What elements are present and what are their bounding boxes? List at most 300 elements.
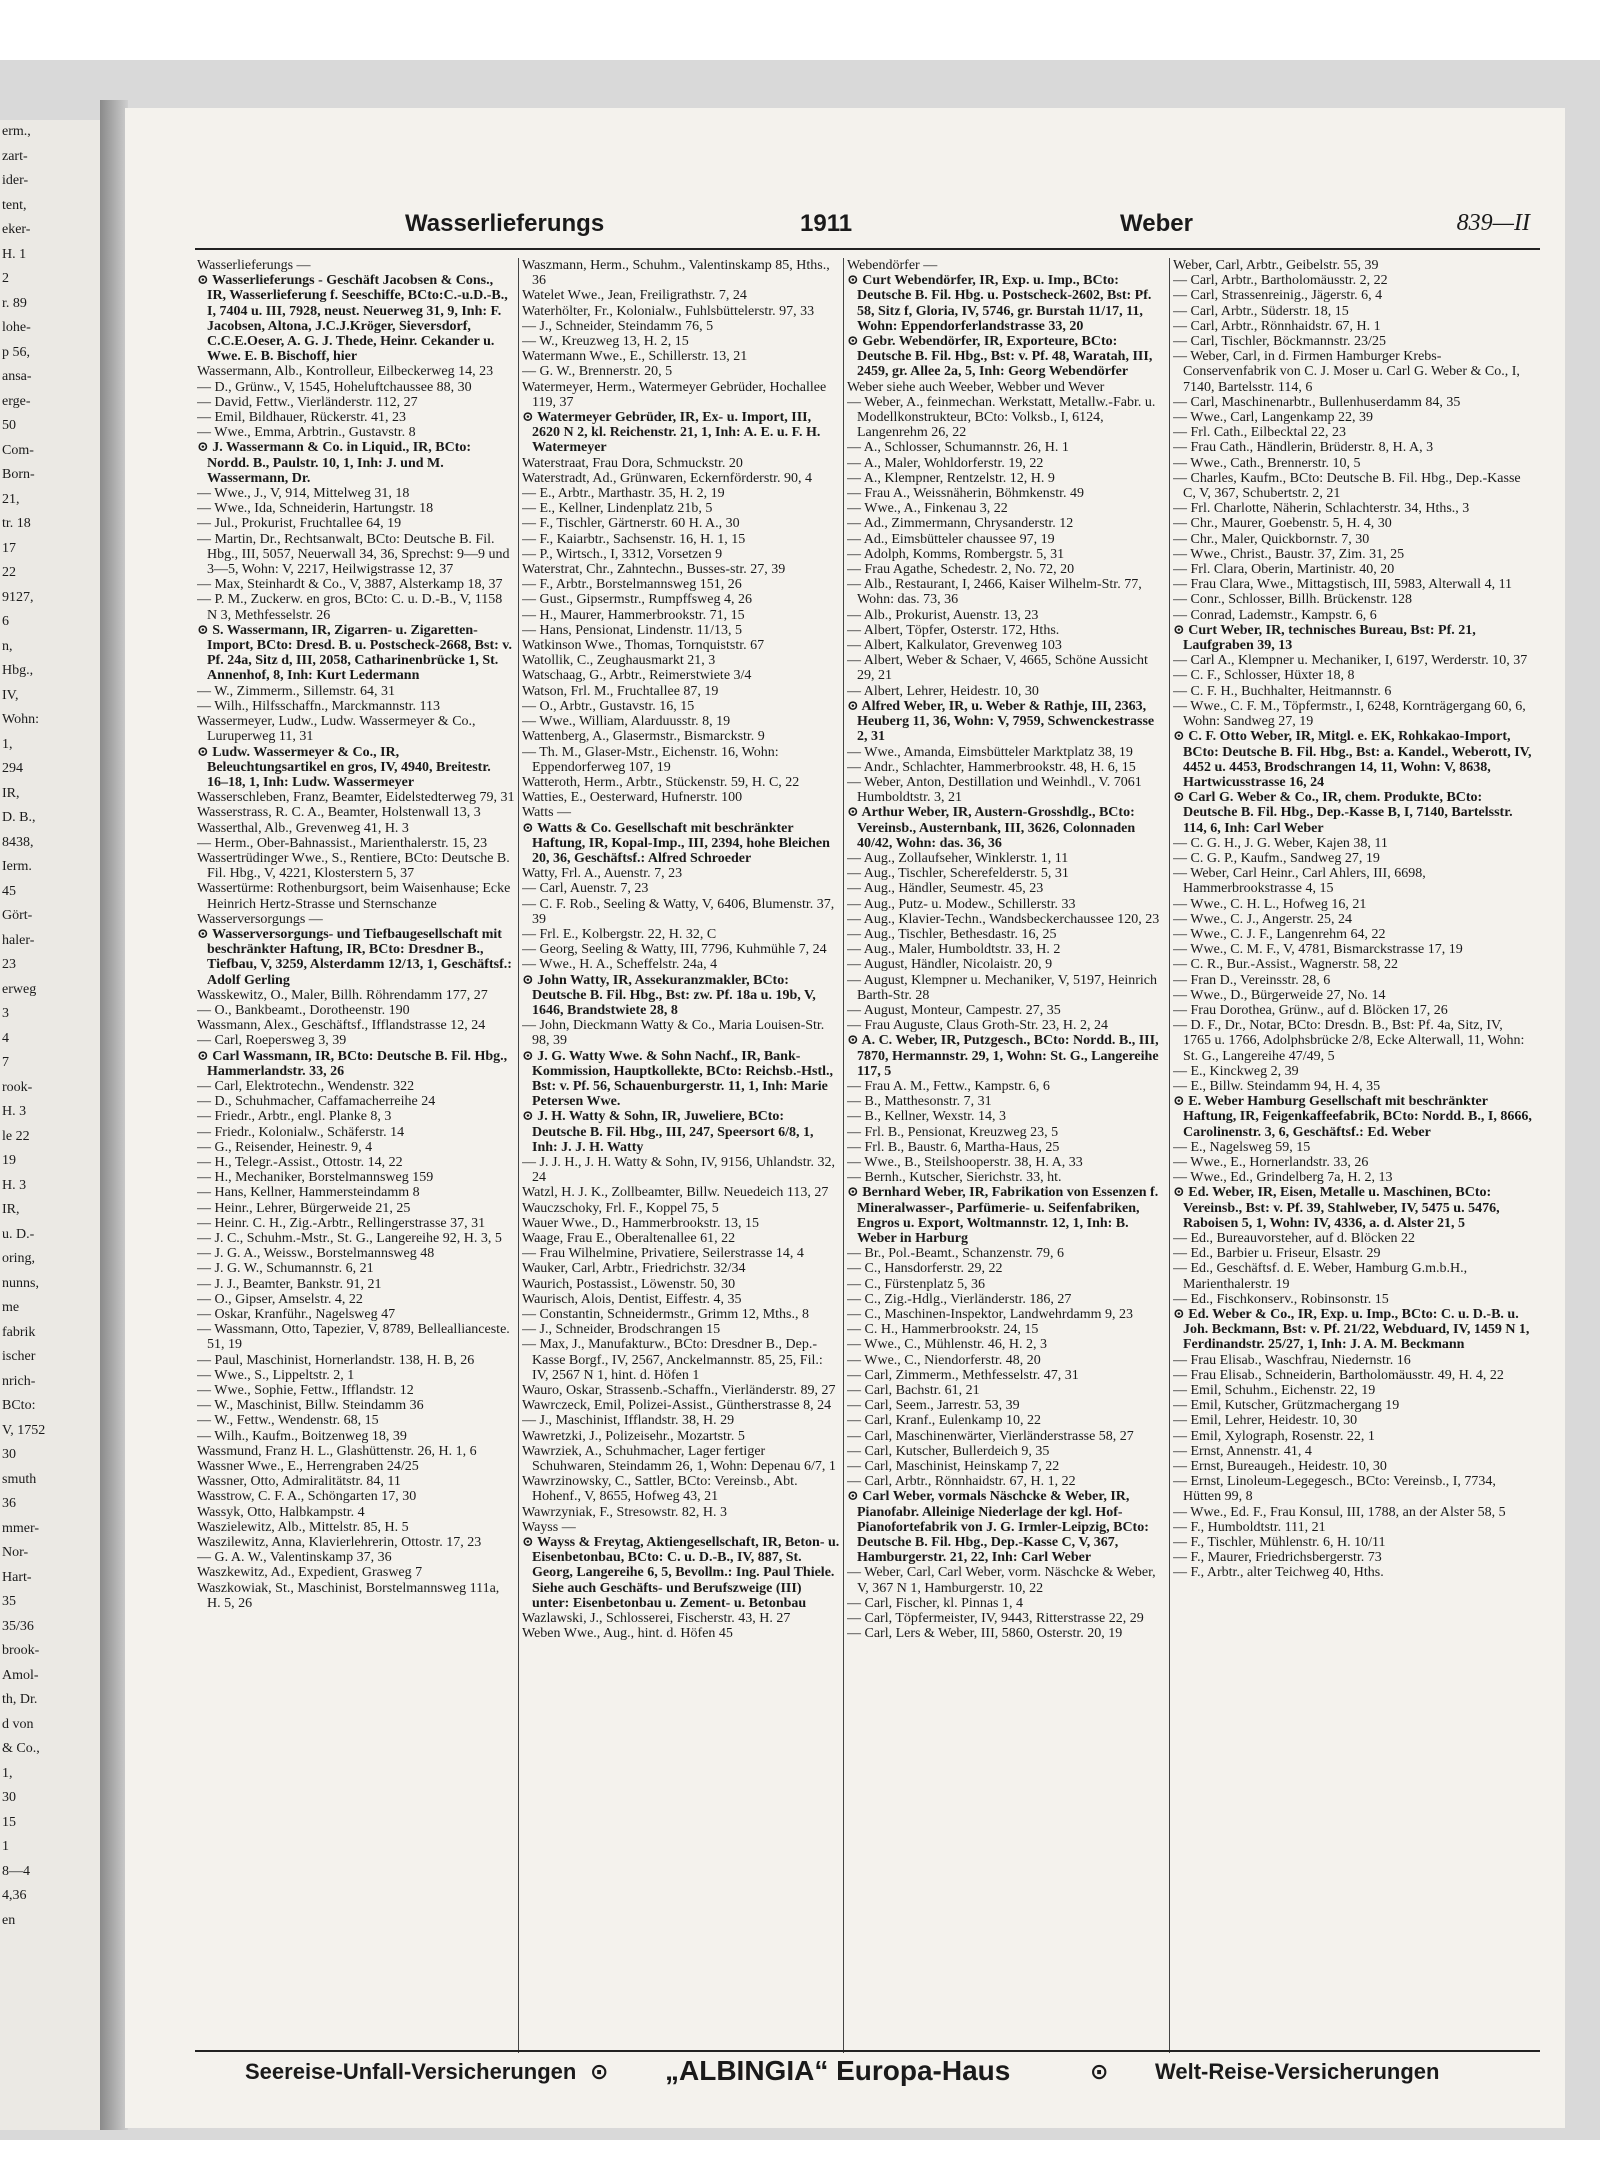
directory-entry: — W., Zimmerm., Sillemstr. 64, 31	[197, 683, 395, 699]
directory-entry: — Wwe., S., Lippeltstr. 2, 1	[197, 1367, 355, 1383]
directory-entry: — Wwe., J., V, 914, Mittelweg 31, 18	[197, 486, 410, 502]
directory-entry: Watson, Frl. M., Fruchtallee 87, 19	[522, 683, 719, 699]
facing-page-fragment: lohe-	[2, 320, 31, 335]
ad-separator: ⊙	[590, 2059, 609, 2084]
facing-page-fragment: fabrik	[2, 1324, 36, 1340]
directory-entry: — August, Händler, Nicolaistr. 20, 9	[847, 957, 1053, 973]
directory-entry: — J., Schneider, Steindamm 76, 5	[522, 318, 714, 334]
directory-entry: Waterstradt, Ad., Grünwaren, Eckernförderstr. 90, 4	[522, 470, 813, 486]
directory-entry: — C. F., Schlosser, Hüxter 18, 8	[1173, 668, 1355, 684]
directory-entry: — J. G. W., Schumannstr. 6, 21	[197, 1261, 374, 1277]
directory-entry: — A., Schlosser, Schumannstr. 26, H. 1	[847, 440, 1069, 456]
footer-rule	[195, 2050, 1540, 2052]
facing-page-fragment: Ierm.	[2, 859, 32, 874]
directory-entry: Wassmund, Franz H. L., Glashüttenstr. 26, H. 1, 6	[197, 1443, 477, 1459]
directory-entry: Waszilewitz, Anna, Klavierlehrerin, Ottostr. 17, 23	[197, 1535, 482, 1551]
directory-entry: — Alb., Restaurant, I, 2466, Kaiser Wilhelm-Str. 77, Wohn: das. 73, 36	[847, 577, 1142, 608]
directory-entry: — Carl A., Klempner u. Mechaniker, I, 6197, Werderstr. 10, 37	[1173, 653, 1528, 669]
directory-entry: — Wwe., C. H. L., Hofweg 16, 21	[1173, 896, 1367, 912]
directory-entry: — Weber, Carl Heinr., Carl Ahlers, III, 6698, Hammerbrookstrasse 4, 15	[1173, 866, 1426, 897]
directory-entry: — Aug., Zollaufseher, Winklerstr. 1, 11	[847, 850, 1069, 866]
facing-page-fragment: d von	[2, 1716, 34, 1732]
directory-entry: ⊙ Ed. Weber & Co., IR, Exp. u. Imp., BCto: C. u. D.-B. u. Joh. Beckmann, Bst: v. Pf. 21/22, Webduard, IV, 1459 N 1, Ferdinandstr. 25/27, 1, Inh: J. A. M. Beckmann	[1173, 1307, 1530, 1353]
directory-entry: Wassner, Otto, Admiralitätstr. 84, 11	[197, 1474, 401, 1490]
directory-entry: — Hans, Kellner, Hammersteindamm 8	[197, 1185, 420, 1201]
directory-entry: — Jul., Prokurist, Fruchtallee 64, 19	[197, 516, 402, 532]
directory-entry: Waterhölter, Fr., Kolonialw., Fuhlsbüttelerstr. 97, 33	[522, 303, 815, 319]
directory-entry: — W., Kreuzweg 13, H. 2, 15	[522, 334, 689, 350]
directory-entry: Watschaag, G., Arbtr., Reimerstwiete 3/4	[522, 668, 752, 684]
directory-column-1	[197, 258, 515, 2058]
directory-entry: Wassertrüdinger Wwe., S., Rentiere, BCto: Deutsche B. Fil. Hbg., V, 4221, Klosterstern 5, 37	[197, 850, 510, 882]
directory-entry: — Emil, Bildhauer, Rückerstr. 41, 23	[197, 410, 407, 426]
directory-entry: — F., Kaiarbtr., Sachsenstr. 16, H. 1, 15	[522, 531, 746, 547]
directory-entry: — Frl. B., Pensionat, Kreuzweg 23, 5	[847, 1124, 1059, 1140]
facing-page-fragment: Hbg.,	[2, 663, 34, 678]
directory-entry: — Weber, A., feinmechan. Werkstatt, Metallw.-Fabr. u. Modellkonstrukteur, BCto: Volksb., I, 6124, Langenrehm 26, 22	[847, 394, 1156, 441]
directory-entry: — Wwe., Ed., Grindelberg 7a, H. 2, 13	[1173, 1170, 1393, 1186]
directory-entry: ⊙ S. Wassermann, IR, Zigarren- u. Zigaretten-Import, BCto: Dresd. B. u. Postscheck-2668, Bst: v. Pf. 24a, Sitz d, III, 2058, Catharinenbrücke 1, St. Annenhof, 8, Inh: Kurt Ledermann	[197, 622, 513, 684]
directory-entry: — H., Maurer, Hammerbrookstr. 71, 15	[522, 607, 745, 623]
directory-entry: Waszkowiak, St., Maschinist, Borstelmannsweg 111a, H. 5, 26	[197, 1580, 500, 1611]
directory-entry: — Wwe., D., Bürgerweide 27, No. 14	[1173, 987, 1386, 1003]
facing-page-fragment: Wohn:	[2, 712, 39, 727]
directory-entry: — J., Maschinist, Ifflandstr. 38, H. 29	[522, 1413, 735, 1429]
directory-entry: — Wwe., C., Mühlenstr. 46, H. 2, 3	[847, 1337, 1048, 1353]
facing-page-fragment: 3	[2, 1006, 9, 1021]
facing-page-fragment: 9127,	[2, 589, 34, 605]
head-left-keyword: Wasserlieferungs	[405, 210, 605, 237]
directory-entry: — J. G. A., Weissw., Borstelmannsweg 48	[197, 1246, 435, 1262]
facing-page-fragment: 22	[2, 565, 16, 580]
directory-entry: Weber siehe auch Weeber, Webber und Wever	[847, 379, 1105, 395]
facing-page-fragment: 35	[2, 1594, 16, 1609]
directory-entry: Wawrczeck, Emil, Polizei-Assist., Güntherstrasse 8, 24	[522, 1398, 832, 1414]
directory-entry: — A., Klempner, Rentzelstr. 12, H. 9	[847, 470, 1055, 486]
directory-entry: — F., Maurer, Friedrichsbergerstr. 73	[1173, 1550, 1382, 1566]
directory-entry: — Aug., Klavier-Techn., Wandsbeckerchaussee 120, 23	[847, 911, 1160, 927]
directory-column-3	[847, 258, 1165, 2058]
directory-entry: Watermann Wwe., E., Schillerstr. 13, 21	[522, 349, 748, 365]
directory-entry: ⊙ Wayss & Freytag, Aktiengesellschaft, IR, Beton- u. Eisenbetonbau, BCto: C. u. D.-B., IV, 887, St. Georg, Langereihe 6, 5, Bevollm.: Ing. Paul Thiele. Siehe auch Geschäfts- und Berufszweige (III) unter: Eisenbetonbau u. Zement- u. Betonbau	[522, 1535, 840, 1611]
facing-page-fragment: smuth	[2, 1471, 37, 1487]
facing-page-fragment: nunns,	[2, 1275, 39, 1291]
directory-entry: — Heinr. C. H., Zig.-Arbtr., Rellingerstrasse 37, 31	[197, 1215, 486, 1231]
facing-page-fragment: me	[2, 1300, 20, 1315]
directory-entry: Watty, Frl. A., Auenstr. 7, 23	[522, 866, 683, 882]
directory-entry: — Friedr., Arbtr., engl. Planke 8, 3	[197, 1109, 392, 1125]
directory-entry: — A., Maler, Wohldorferstr. 19, 22	[847, 455, 1044, 471]
directory-entry: — August, Monteur, Campestr. 27, 35	[847, 1002, 1061, 1018]
facing-page-fragment: en	[2, 1912, 16, 1928]
directory-entry: — Adolph, Komms, Rombergstr. 5, 31	[847, 546, 1065, 562]
directory-entry: — Frau Cath., Händlerin, Brüderstr. 8, H. A, 3	[1173, 440, 1434, 456]
directory-entry: — Wwe., H. A., Scheffelstr. 24a, 4	[522, 957, 718, 973]
head-right-keyword: Weber	[1120, 210, 1193, 237]
directory-entry: — C. R., Bur.-Assist., Wagnerstr. 58, 22	[1173, 957, 1398, 973]
directory-entry: — F., Arbtr., alter Teichweg 40, Hths.	[1173, 1565, 1384, 1581]
directory-entry: — Carl, Tischler, Böckmannstr. 23/25	[1173, 334, 1386, 350]
directory-entry: — E., Arbtr., Marthastr. 35, H. 2, 19	[522, 486, 725, 502]
directory-entry: — Carl, Maschinist, Heinskamp 7, 22	[847, 1459, 1060, 1475]
directory-entry: — E., Nagelsweg 59, 15	[1173, 1139, 1311, 1155]
directory-entry: Watermeyer, Herm., Watermeyer Gebrüder, Hochallee 119, 37	[522, 379, 827, 410]
facing-page-fragment: & Co.,	[2, 1741, 40, 1756]
facing-page-fragment: 45	[2, 883, 16, 899]
directory-entry: — Frl. B., Baustr. 6, Martha-Haus, 25	[847, 1139, 1060, 1155]
directory-entry: Wasskewitz, O., Maler, Billh. Röhrendamm 177, 27	[197, 987, 488, 1003]
directory-entry: — Emil, Kutscher, Grützmachergang 19	[1173, 1398, 1400, 1414]
directory-entry: Waszkewitz, Ad., Expedient, Grasweg 7	[197, 1565, 423, 1581]
directory-entry: Wasstrow, C. F. A., Schöngarten 17, 30	[197, 1489, 417, 1505]
directory-entry: — Carl, Töpfermeister, IV, 9443, Ritterstrasse 22, 29	[847, 1611, 1144, 1627]
directory-entry: — Carl, Bachstr. 61, 21	[847, 1383, 980, 1399]
directory-entry: Wasserlieferungs —	[197, 258, 311, 273]
directory-entry: ⊙ Wasserlieferungs - Geschäft Jacobsen & Cons., IR, Wasserlieferung f. Seeschiffe, BCto:C.-u.D.-B., I, 7404 u. III, 7928, neust. Neuerweg 31, 9, Inh: F. Jacobsen, Altona, J.C.J.Kröger, Sieversdorf, C.C.E.Oeser, A. G. J. Thede, Heinr. Cekander u. Wwe. E. B. Bischoff, hier	[197, 273, 508, 365]
directory-entry: Wassertürme: Rothenburgsort, beim Waisenhause; Ecke Heinrich Hertz-Strasse und Sternschanze	[197, 881, 511, 912]
directory-entry: — P., Wirtsch., I, 3312, Vorsetzen 9	[522, 546, 723, 562]
facing-page-fragment: 294	[2, 761, 23, 776]
directory-entry: — C. G. H., J. G. Weber, Kajen 38, 11	[1173, 835, 1388, 851]
directory-entry: — Ed., Barbier u. Friseur, Elsastr. 29	[1173, 1246, 1381, 1262]
directory-entry: Wazlawski, J., Schlosserei, Fischerstr. 43, H. 27	[522, 1611, 791, 1627]
directory-entry: — Conr., Schlosser, Billh. Brückenstr. 128	[1173, 592, 1412, 608]
directory-entry: — Weber, Anton, Destillation und Weinhdl., V. 7061 Humboldtstr. 3, 21	[847, 774, 1142, 806]
directory-entry: — August, Klempner u. Mechaniker, V, 5197, Heinrich Barth-Str. 28	[847, 972, 1157, 1003]
facing-page-fragment: th, Dr.	[2, 1692, 38, 1707]
directory-entry: Wauker, Carl, Arbtr., Friedrichstr. 32/34	[522, 1261, 746, 1277]
directory-entry: Weben Wwe., Aug., hint. d. Höfen 45	[522, 1626, 733, 1642]
directory-entry: — J. C., Schuhm.-Mstr., St. G., Langereihe 92, H. 3, 5	[197, 1231, 502, 1246]
directory-entry: — O., Gipser, Amselstr. 4, 22	[197, 1291, 363, 1307]
directory-entry: — C., Fürstenplatz 5, 36	[847, 1276, 986, 1292]
facing-page-fragment: zart-	[2, 148, 28, 164]
directory-entry: — G. A. W., Valentinskamp 37, 36	[197, 1550, 392, 1566]
directory-entry: Waszmann, Herm., Schuhm., Valentinskamp 85, Hths., 36	[522, 258, 830, 289]
directory-entry: — Wwe., Amanda, Eimsbütteler Marktplatz 38, 19	[847, 744, 1133, 760]
directory-entry: — D. F., Dr., Notar, BCto: Dresdn. B., Bst: Pf. 4a, Sitz, IV, 1765 u. 1766, Adolphsbrücke 2/8, Ecke Alterwall, 11, Wohn: St. G., Langereihe 47/49, 5	[1173, 1018, 1525, 1064]
facing-page-fragment: tent,	[2, 197, 27, 213]
directory-entry: — Alb., Prokurist, Auenstr. 13, 23	[847, 607, 1039, 623]
directory-entry: — W., Fettw., Wendenstr. 68, 15	[197, 1413, 379, 1429]
facing-page-fragment: erm.,	[2, 124, 31, 139]
directory-entry: ⊙ Watts & Co. Gesellschaft mit beschränkter Haftung, IR, Kopal-Imp., III, 2394, hohe Bleichen 20, 36, Geschäftsf.: Alfred Schroeder	[522, 820, 830, 866]
directory-entry: — Wilh., Kaufm., Boitzenweg 18, 39	[197, 1428, 407, 1444]
directory-entry: Wauro, Oskar, Strassenb.-Schaffn., Vierländerstr. 89, 27	[522, 1383, 836, 1399]
facing-page-fragment: 7	[2, 1055, 9, 1070]
directory-entry: ⊙ Ed. Weber, IR, Eisen, Metalle u. Maschinen, BCto: Vereinsb., Bst: v. Pf. 39, Stahlweber, IV, 5475 u. 5476, Raboisen 5, 1, Wohn: IV, 4336, a. d. Alster 21, 5	[1173, 1185, 1500, 1231]
directory-entry: — J. J. H., J. H. Watty & Sohn, IV, 9156, Uhlandstr. 32, 24	[522, 1154, 835, 1186]
facing-page-fragment: V, 1752	[2, 1422, 46, 1438]
directory-entry: — Wwe., Cath., Brennerstr. 10, 5	[1173, 455, 1361, 471]
directory-entry: — J. J., Beamter, Bankstr. 91, 21	[197, 1276, 382, 1292]
page-number: 839—II	[1456, 210, 1530, 236]
facing-page-fragment: 36	[2, 1496, 16, 1511]
directory-entry: Wasserschleben, Franz, Beamter, Eidelstedterweg 79, 31	[197, 790, 515, 806]
directory-entry: Wasserthal, Alb., Grevenweg 41, H. 3	[197, 820, 409, 836]
directory-entry: — Wwe., C., Niendorferstr. 48, 20	[847, 1352, 1041, 1368]
directory-entry: Wassermeyer, Ludw., Ludw. Wassermeyer & Co., Luruperweg 11, 31	[197, 714, 476, 745]
directory-entry: — C., Hansdorferstr. 29, 22	[847, 1261, 1003, 1277]
directory-entry: — Weber, Carl, Carl Weber, vorm. Näschcke & Weber, V, 367 N 1, Hamburgerstr. 10, 22	[847, 1565, 1156, 1596]
directory-entry: — Aug., Maler, Humboldtstr. 33, H. 2	[847, 942, 1061, 958]
facing-page-fragment: Hart-	[2, 1569, 32, 1585]
facing-page-fragment: 4,36	[2, 1888, 27, 1903]
directory-entry: — Wwe., C. J., Angerstr. 25, 24	[1173, 911, 1353, 927]
directory-entry: — Andr., Schlachter, Hammerbrookstr. 48, H. 6, 15	[847, 759, 1136, 775]
directory-entry: — Wwe., Sophie, Fettw., Ifflandstr. 12	[197, 1383, 414, 1399]
directory-entry: — Frl. Clara, Oberin, Martinistr. 40, 20	[1173, 562, 1395, 578]
directory-entry: — Aug., Tischler, Bethesdastr. 16, 25	[847, 926, 1057, 942]
directory-entry: — Carl, Arbtr., Süderstr. 18, 15	[1173, 303, 1349, 319]
directory-entry: Wauer Wwe., D., Hammerbrookstr. 13, 15	[522, 1215, 759, 1231]
directory-entry: — Constantin, Schneidermstr., Grimm 12, Mths., 8	[522, 1307, 809, 1323]
directory-entry: Wattenberg, A., Glasermstr., Bismarckstr. 9	[522, 729, 765, 745]
directory-entry: Wayss —	[522, 1519, 576, 1535]
directory-entry: Wassyk, Otto, Halbkampstr. 4	[197, 1504, 365, 1520]
directory-entry: — Carl, Kranf., Eulenkamp 10, 22	[847, 1413, 1042, 1429]
directory-entry: — Carl, Maschinenwärter, Vierländerstrasse 58, 27	[847, 1428, 1134, 1444]
directory-entry: — Albert, Kalkulator, Grevenweg 103	[847, 638, 1062, 654]
directory-entry: Waurich, Postassist., Löwenstr. 50, 30	[522, 1276, 736, 1292]
directory-entry: Watteroth, Herm., Arbtr., Stückenstr. 59, H. C, 22	[522, 774, 800, 790]
directory-entry: ⊙ Carl Wassmann, IR, BCto: Deutsche B. Fil. Hbg., Hammerlandstr. 33, 26	[197, 1048, 508, 1079]
directory-entry: Wasserstrass, R. C. A., Beamter, Holstenwall 13, 3	[197, 805, 481, 821]
directory-entry: — E., Kellner, Lindenplatz 21b, 5	[522, 501, 713, 517]
directory-entry: — Friedr., Kolonialw., Schäferstr. 14	[197, 1124, 405, 1140]
directory-column-4	[1173, 258, 1533, 2058]
directory-entry: — Bernh., Kutscher, Sierichstr. 33, ht.	[847, 1170, 1062, 1186]
facing-page-fragment: 21,	[2, 491, 20, 507]
directory-entry: Watkinson Wwe., Thomas, Tornquiststr. 67	[522, 638, 765, 654]
directory-entry: — Aug., Putz- u. Modew., Schillerstr. 33	[847, 896, 1076, 912]
directory-entry: — F., Tischler, Mühlenstr. 6, H. 10/11	[1173, 1535, 1386, 1551]
facing-page-fragment: IV,	[2, 687, 19, 703]
directory-entry: ⊙ Carl Weber, vormals Näschcke & Weber, IR, Pianofabr. Alleinige Niederlage der kgl. Hof-Pianofortefabrik von J. G. Irmler-Leipzig, BCto: Deutsche B. Fil. Hbg., Dep.-Kasse C, V, 367, Hamburgerstr. 21, 22, Inh: Carl Weber	[847, 1489, 1149, 1566]
directory-entry: — Ed., Bureauvorsteher, auf d. Blöcken 22	[1173, 1231, 1416, 1246]
facing-page-fragment: 50	[2, 418, 16, 433]
directory-entry: Watzl, H. J. K., Zollbeamter, Billw. Neuedeich 113, 27	[522, 1185, 829, 1201]
directory-entry: — Albert, Lehrer, Heidestr. 10, 30	[847, 683, 1039, 699]
facing-page-fragment: Nor-	[2, 1545, 29, 1560]
directory-entry: — Wwe., Emma, Arbtrin., Gustavstr. 8	[197, 425, 416, 441]
directory-entry: — Carl, Zimmerm., Methfesselstr. 47, 31	[847, 1367, 1079, 1383]
directory-entry: — Ed., Geschäftsf. d. E. Weber, Hamburg G.m.b.H., Marienthalerstr. 19	[1173, 1261, 1468, 1292]
directory-entry: — P. M., Zuckerw. en gros, BCto: C. u. D.-B., V, 1158 N 3, Methfesselstr. 26	[197, 592, 503, 623]
directory-entry: — Carl, Elektrotechn., Wendenstr. 322	[197, 1078, 415, 1094]
directory-entry: ⊙ Bernhard Weber, IR, Fabrikation von Essenzen f. Mineralwasser-, Parfümerie- u. Seifenfabriken, Engros u. Export, Woltmannstr. 12, 1, Inh: B. Weber in Harburg	[847, 1185, 1159, 1246]
directory-entry: Watties, E., Oesterward, Hufnerstr. 100	[522, 790, 743, 806]
directory-entry: Wawrziek, A., Schuhmacher, Lager fertiger Schuhwaren, Steindamm 26, 1, Wohn: Depenau 6/7, 1	[522, 1443, 836, 1475]
directory-entry: — Ernst, Bureaugeh., Heidestr. 10, 30	[1173, 1459, 1387, 1475]
directory-entry: — Frl. Charlotte, Näherin, Schlachterstr. 34, Hths., 3	[1173, 501, 1470, 517]
directory-entry: Wawrzyniak, F., Stresowstr. 82, H. 3	[522, 1504, 728, 1520]
directory-entry: — Wilh., Hilfsschaffn., Marckmannstr. 113	[197, 698, 440, 714]
directory-entry: — Br., Pol.-Beamt., Schanzenstr. 79, 6	[847, 1246, 1064, 1262]
facing-page-fragment: 6	[2, 614, 9, 629]
facing-page-fragment: 4	[2, 1030, 9, 1046]
directory-entry: — Frl. Cath., Eilbecktal 22, 23	[1173, 425, 1347, 441]
facing-page-fragment: H. 3	[2, 1177, 27, 1193]
facing-page-edge	[0, 120, 100, 2130]
directory-entry: — Carl, Arbtr., Rönnhaidstr. 67, H. 1	[1173, 318, 1381, 334]
directory-entry: — Albert, Töpfer, Osterstr. 172, Hths.	[847, 622, 1060, 638]
directory-entry: ⊙ J. Wassermann & Co. in Liquid., IR, BCto: Nordd. B., Paulstr. 10, 1, Inh: J. und M. Wassermann, Dr.	[197, 440, 472, 486]
facing-page-fragment: Amol-	[2, 1667, 39, 1683]
directory-entry: — Wwe., Ed. F., Frau Konsul, III, 1788, an der Alster 58, 5	[1173, 1504, 1506, 1520]
directory-entry: ⊙ J. H. Watty & Sohn, IR, Juweliere, BCto: Deutsche B. Fil. Hbg., III, 247, Speersort 6/8, 1, Inh: J. J. H. Watty	[522, 1109, 814, 1155]
directory-entry: Wawretzki, J., Polizeisehr., Mozartstr. 5	[522, 1428, 745, 1444]
directory-entry: — Chr., Maurer, Goebenstr. 5, H. 4, 30	[1173, 516, 1392, 532]
directory-entry: — C. F. H., Buchhalter, Heitmannstr. 6	[1173, 683, 1392, 699]
directory-entry: — Max, Steinhardt & Co., V, 3887, Alsterkamp 18, 37	[197, 577, 503, 593]
directory-entry: — Martin, Dr., Rechtsanwalt, BCto: Deutsche B. Fil. Hbg., III, 5057, Neuerwall 34, 36, Sprechst: 9—9 und 3—5, Wohn: V, 2217, Heilwigstrasse 12, 37	[197, 531, 510, 578]
binding-gutter	[100, 100, 128, 2130]
directory-entry: — G., Reisender, Heinestr. 9, 4	[197, 1139, 373, 1155]
directory-entry: — Conrad, Lademstr., Kampstr. 6, 6	[1173, 607, 1377, 623]
directory-entry: — Ad., Eimsbütteler chaussee 97, 19	[847, 531, 1055, 547]
facing-page-fragment: oring,	[2, 1251, 36, 1266]
facing-page-fragment: Gört-	[2, 908, 33, 923]
column-divider	[1169, 258, 1170, 2053]
directory-entry: — Charles, Kaufm., BCto: Deutsche B. Fil. Hbg., Dep.-Kasse C, V, 367, Schubertstr. 2, 21	[1173, 470, 1521, 502]
facing-page-fragment: 15	[2, 1814, 16, 1830]
head-year: 1911	[800, 210, 853, 237]
directory-entry: — Wwe., Ida, Schneiderin, Hartungstr. 18	[197, 501, 434, 517]
directory-entry: ⊙ Watermeyer Gebrüder, IR, Ex- u. Import, III, 2620 N 2, kl. Reichenstr. 21, 1, Inh: A. E. u. F. H. Watermeyer	[522, 410, 821, 456]
directory-entry: — F., Humboldtstr. 111, 21	[1173, 1519, 1326, 1535]
directory-entry: — O., Arbtr., Gustavstr. 16, 15	[522, 698, 695, 714]
facing-page-fragment: 2	[2, 271, 9, 286]
facing-page-fragment: 23	[2, 957, 16, 972]
facing-page-fragment: Com-	[2, 442, 34, 458]
directory-entry: — Heinr., Lehrer, Bürgerweide 21, 25	[197, 1200, 411, 1216]
directory-entry: Webendörfer —	[847, 258, 938, 273]
directory-entry: — Carl, Lers & Weber, III, 5860, Osterstr. 20, 19	[847, 1626, 1123, 1642]
directory-entry: — Oskar, Kranführ., Nagelsweg 47	[197, 1307, 396, 1323]
facing-page-fragment: brook-	[2, 1643, 40, 1658]
directory-entry: — Wwe., William, Alarduusstr. 8, 19	[522, 714, 731, 730]
directory-entry: — Ad., Zimmermann, Chrysanderstr. 12	[847, 516, 1074, 532]
directory-entry: Waszielewitz, Alb., Mittelstr. 85, H. 5	[197, 1519, 409, 1535]
facing-page-fragment: 1	[2, 1839, 9, 1854]
directory-entry: — Weber, Carl, in d. Firmen Hamburger Krebs-Conservenfabrik von C. J. Moser u. Carl G. Weber & Co., I, 7140, Bartelsstr. 114, 6	[1173, 349, 1520, 395]
directory-entry: — E., Billw. Steindamm 94, H. 4, 35	[1173, 1078, 1381, 1094]
directory-entry: Watts —	[522, 805, 572, 821]
directory-entry: — Hans, Pensionat, Lindenstr. 11/13, 5	[522, 622, 742, 638]
facing-page-fragment: 8—4	[2, 1863, 30, 1879]
facing-page-fragment: ischer	[2, 1349, 36, 1364]
directory-entry: — Ed., Fischkonserv., Robinsonstr. 15	[1173, 1291, 1389, 1307]
directory-entry: — Frl. E., Kolbergstr. 22, H. 32, C	[522, 926, 717, 942]
directory-entry: — B., Matthesonstr. 7, 31	[847, 1094, 992, 1110]
facing-page-fragment: IR,	[2, 785, 20, 801]
directory-entry: Wassmann, Alex., Geschäftsf., Ifflandstrasse 12, 24	[197, 1018, 486, 1034]
facing-page-fragment: 35/36	[2, 1618, 34, 1634]
directory-entry: — Wwe., Carl, Langenkamp 22, 39	[1173, 410, 1373, 426]
directory-entry: — E., Kinckweg 2, 39	[1173, 1063, 1299, 1079]
directory-entry: — Paul, Maschinist, Hornerlandstr. 138, H. B, 26	[197, 1352, 475, 1368]
directory-entry: — Aug., Tischler, Scherefelderstr. 5, 31	[847, 866, 1069, 882]
directory-entry: — Frau Agathe, Schedestr. 2, No. 72, 20	[847, 562, 1075, 578]
directory-entry: — Wwe., A., Finkenau 3, 22	[847, 501, 1008, 517]
directory-entry: — Aug., Händler, Seumestr. 45, 23	[847, 881, 1044, 897]
facing-page-fragment: n,	[2, 638, 13, 654]
directory-entry: — Wwe., C. M. F., V, 4781, Bismarckstrasse 17, 19	[1173, 942, 1463, 958]
directory-entry: ⊙ E. Weber Hamburg Gesellschaft mit beschränkter Haftung, IR, Feigenkaffeefabrik, BCto: Nordd. B., I, 8666, Carolinenstr. 3, 6, Geschäftsf.: Ed. Weber	[1173, 1094, 1532, 1140]
directory-entry: — Frau Elisab., Schneiderin, Bartholomäusstr. 49, H. 4, 22	[1173, 1367, 1504, 1383]
facing-page-fragment: p 56,	[2, 344, 30, 360]
facing-page-fragment: 30	[2, 1447, 16, 1462]
facing-page-fragment: haler-	[2, 932, 35, 948]
directory-entry: ⊙ John Watty, IR, Assekuranzmakler, BCto: Deutsche B. Fil. Hbg., Bst: zw. Pf. 18a u. 19b, V, 1646, Brandstwiete 28, 8	[522, 972, 816, 1018]
directory-entry: — Ernst, Annenstr. 41, 4	[1173, 1443, 1312, 1459]
directory-entry: ⊙ J. G. Watty Wwe. & Sohn Nachf., IR, Bank-Kommission, Hauptkollekte, BCto: Reichsb.-Hstl., Bst: v. Pf. 56, Schauenburgerstr. 11, 1, Inh: Marie Petersen Wwe.	[522, 1048, 834, 1110]
directory-entry: — David, Fettw., Vierländerstr. 112, 27	[197, 394, 418, 410]
directory-entry: — Frau A., Weissnäherin, Böhmkenstr. 49	[847, 486, 1084, 502]
directory-entry: Watelet Wwe., Jean, Freiligrathstr. 7, 24	[522, 288, 747, 304]
directory-entry: Waage, Frau E., Oberaltenallee 61, 22	[522, 1231, 736, 1246]
directory-entry: Waterstraat, Frau Dora, Schmuckstr. 20	[522, 455, 743, 471]
directory-entry: — Frau Auguste, Claus Groth-Str. 23, H. 2, 24	[847, 1018, 1108, 1034]
directory-entry: ⊙ Alfred Weber, IR, u. Weber & Rathje, III, 2363, Heuberg 11, 36, Wohn: V, 7959, Schwenckestrasse 2, 31	[847, 698, 1155, 745]
ad-center-text: „ALBINGIA“ Europa-Haus	[665, 2055, 1011, 2086]
directory-entry: — Carl, Fischer, kl. Pinnas 1, 4	[847, 1595, 1023, 1611]
directory-entry: — H., Mechaniker, Borstelmannsweg 159	[197, 1170, 434, 1186]
directory-column-2	[522, 258, 840, 2058]
facing-page-fragment: BCto:	[2, 1398, 36, 1413]
directory-entry: ⊙ Gebr. Webendörfer, IR, Exporteure, BCto: Deutsche B. Fil. Hbg., Bst: v. Pf. 48, Waratah, III, 2459, gr. Allee 2a, 5, Inh: Georg Webendörfer	[847, 334, 1153, 380]
directory-entry: — W., Maschinist, Billw. Steindamm 36	[197, 1398, 424, 1414]
directory-entry: Wauczschoky, Frl. F., Koppel 75, 5	[522, 1200, 719, 1216]
directory-entry: — D., Grünw., V, 1545, Hoheluftchaussee 88, 30	[197, 379, 472, 395]
facing-page-fragment: tr. 18	[2, 516, 31, 531]
directory-entry: — Carl, Arbtr., Rönnhaidstr. 67, H. 1, 22	[847, 1474, 1076, 1490]
directory-entry: — F., Tischler, Gärtnerstr. 60 H. A., 30	[522, 516, 740, 532]
directory-entry: — Frau Clara, Wwe., Mittagstisch, III, 5983, Alterwall 4, 11	[1173, 577, 1513, 593]
directory-entry: ⊙ A. C. Weber, IR, Putzgesch., BCto: Nordd. B., III, 7870, Hermannstr. 29, 1, Wohn: St. G., Langereihe 117, 5	[847, 1033, 1159, 1079]
facing-page-fragment: Born-	[2, 467, 35, 482]
directory-entry: — Carl, Seem., Jarrestr. 53, 39	[847, 1398, 1020, 1414]
directory-entry: — C. H., Hammerbrookstr. 24, 15	[847, 1322, 1039, 1338]
directory-entry: Waterstrat, Chr., Zahntechn., Busses-str. 27, 39	[522, 562, 786, 578]
directory-entry: — Carl, Arbtr., Bartholomäusstr. 2, 22	[1173, 273, 1388, 289]
directory-entry: — Emil, Lehrer, Heidestr. 10, 30	[1173, 1413, 1358, 1429]
directory-entry: — C., Maschinen-Inspektor, Landwehrdamm 9, 23	[847, 1307, 1133, 1323]
directory-entry: — C. F. Rob., Seeling & Watty, V, 6406, Blumenstr. 37, 39	[522, 896, 835, 927]
directory-entry: — O., Bankbeamt., Dorotheenstr. 190	[197, 1002, 410, 1018]
directory-entry: — Chr., Maler, Quickbornstr. 7, 30	[1173, 531, 1370, 547]
directory-entry: — Frau Elisab., Waschfrau, Niedernstr. 16	[1173, 1352, 1411, 1368]
directory-entry: — Th. M., Glaser-Mstr., Eichenstr. 16, Wohn: Eppendorferweg 107, 19	[522, 744, 779, 775]
directory-entry: — Max, J., Manufakturw., BCto: Dresdner B., Dep.-Kasse Borgf., IV, 2567, Anckelmannstr. 85, 25, Fil.: IV, 2567 N 1, hint. d. Höfen 1	[522, 1337, 823, 1383]
directory-entry: — Wwe., B., Steilshooperstr. 38, H. A, 33	[847, 1154, 1083, 1170]
directory-entry: — C., Zig.-Hdlg., Vierländerstr. 186, 27	[847, 1291, 1072, 1307]
facing-page-fragment: r. 89	[2, 295, 27, 311]
ad-separator: ⊙	[1090, 2059, 1109, 2084]
directory-entry: — Carl, Strassenreinig., Jägerstr. 6, 4	[1173, 288, 1383, 304]
directory-entry: — Carl, Roepersweg 3, 39	[197, 1033, 347, 1049]
directory-entry: — Wwe., C. J. F., Langenrehm 64, 22	[1173, 926, 1386, 942]
directory-entry: — Albert, Weber & Schaer, V, 4665, Schöne Aussicht 29, 21	[847, 653, 1148, 684]
directory-entry: — B., Kellner, Wexstr. 14, 3	[847, 1109, 1007, 1125]
directory-entry: — Carl, Maschinenarbtr., Bullenhuserdamm 84, 35	[1173, 394, 1461, 410]
directory-entry: Watollik, C., Zeughausmarkt 21, 3	[522, 653, 716, 669]
facing-page-fragment: D. B.,	[2, 810, 36, 825]
directory-entry: — Georg, Seeling & Watty, III, 7796, Kuhmühle 7, 24	[522, 942, 827, 958]
facing-page-fragment: 19	[2, 1153, 16, 1168]
directory-entry: — D., Schuhmacher, Caffamacherreihe 24	[197, 1094, 436, 1110]
